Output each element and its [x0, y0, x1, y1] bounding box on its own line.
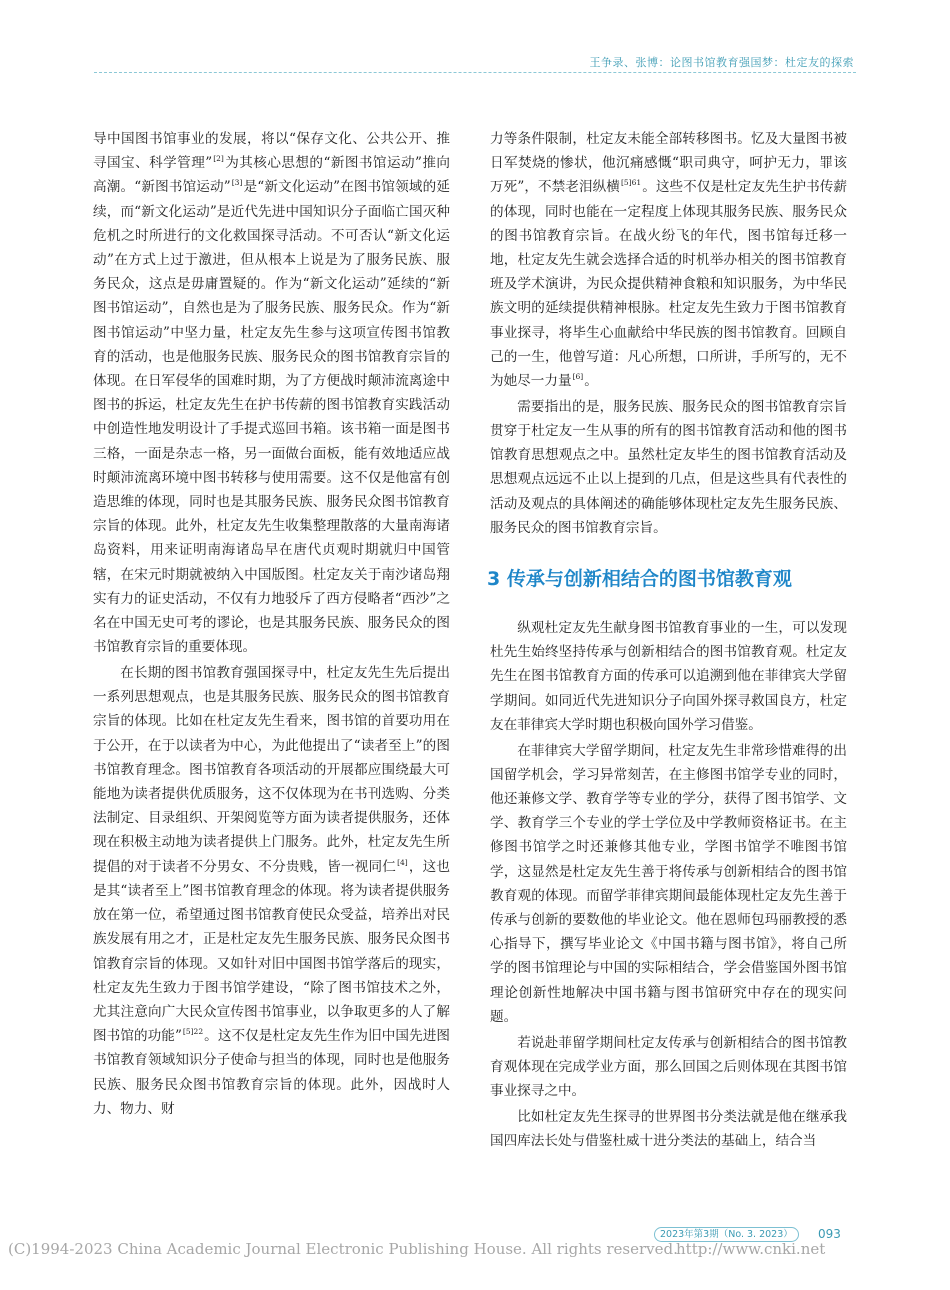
watermark-url: http://www.cnki.net — [676, 1240, 826, 1258]
body-paragraph: 比如杜定友先生探寻的世界图书分类法就是他在继承我国四库法长处与借鉴杜威十进分类法的基础上，结合当 — [490, 1108, 847, 1150]
body-paragraph: 需要指出的是，服务民族、服务民众的图书馆教育宗旨贯穿于杜定友一生从事的所有的图书馆教育活动和他的图书馆教育思想观点之中。虽然杜定友毕生的图书馆教育活动及思想观点远远不止以上提到的几点，但是这些具有代表性的活动及观点的具体阐述的确能够体现杜定友先生服务民族、服务民众的图书馆教育宗旨。 — [490, 398, 847, 536]
text-run: 是“新文化运动”在图书馆领域的延续，而“新文化运动”是近代先进中国知识分子面临亡国灭种危机之时所进行的文化救国探寻活动。不可否认“新文化运动”在方式上过于激进，但从根本上说是为了服务民族、服务民众，这点是毋庸置疑的。作为“新文化运动”延续的“新图书馆运动”，自然也是为了服务民族、服务民众。作为“新图书馆运动”中坚力量，杜定友先生参与这项宣传图书馆教育的活动，也是他服务民族、服务民众的图书馆教育宗旨的体现。在日军侵华的国难时期，为了方便战时颠沛流离途中图书的拆运，杜定友先生在护书传薪的图书馆教育实践活动中创造性地发明设计了手提式巡回书箱。该书箱一面是图书三格，一面是杂志一格，另一面做台面板，能有效地适应战时颠沛流离环境中图书转移与使用需要。这不仅是他富有创造思维的体现，同时也是其服务民族、服务民众图书馆教育宗旨的体现。此外，杜定友先生收集整理散落的大量南海诸岛资料，用来证明南海诸岛早在唐代贞观时期就归中国管辖，在宋元时期就被纳入中国版图。杜定友关于南沙诸岛翔实有力的证史活动，不仅有力地驳斥了西方侵略者“西沙”之名在中国无史可考的谬论，也是其服务民族、服务民众的图书馆教育宗旨的重要体现。 — [93, 179, 450, 656]
text-run: ，这也是其“读者至上”图书馆教育理念的体现。将为读者提供服务放在第一位，希望通过图书馆教育使民众受益，培养出对民族发展有用之才，正是杜定友先生服务民族、服务民众图书馆教育宗旨的体现。又如针对旧中国图书馆学落后的现实，杜定友先生致力于图书馆学建设，“除了图书馆技术之外，尤其注意向广大民众宣传图书馆事业，以争取更多的人了解图书馆的功能” — [93, 858, 451, 1045]
citation-ref: [2] — [213, 154, 224, 164]
running-header: 王争录、张博：论图书馆教育强国梦：杜定友的探索 — [589, 56, 854, 69]
body-paragraph: 若说赴菲留学期间杜定友传承与创新相结合的图书馆教育观体现在完成学业方面，那么回国之后则体现在其图书馆事业探寻之中。 — [490, 1034, 847, 1100]
citation-ref: [3] — [231, 178, 243, 188]
citation-ref: [5]22 — [182, 1027, 204, 1037]
left-column — [93, 127, 450, 1123]
right-column — [487, 127, 848, 1155]
page-number: 093 — [818, 1227, 841, 1241]
citation-ref: [6] — [572, 372, 584, 382]
body-paragraph: 在菲律宾大学留学期间，杜定友先生非常珍惜难得的出国留学机会，学习异常刻苦，在主修图书馆学专业的同时，他还兼修文学、教育学等专业的学分，获得了图书馆学、文学、教育学三个专业的学士学位及中学教师资格证书。在主修图书馆学之时还兼修其他专业，学图书馆学不唯图书馆学，这显然是杜定友先生善于将传承与创新相结合的图书馆教育观的体现。而留学菲律宾期间最能体现杜定友先生善于传承与创新的要数他的毕业论文。他在恩师包玛丽教授的悉心指导下，撰写毕业论文《中国书籍与图书馆》，将自己所学的图书馆理论与中国的实际相结合，学会借鉴国外图书馆理论创新性地解决中国书籍与图书馆研究中存在的现实问题。 — [490, 742, 847, 1025]
text-run: 。 — [584, 373, 598, 390]
text-run: 。这不仅是杜定友先生作为旧中国先进图书馆教育领域知识分子使命与担当的体现，同时也是他服务民族、服务民众图书馆教育宗旨的体现。此外，因战时人力、物力、财 — [93, 1028, 450, 1117]
body-paragraph — [93, 661, 450, 1121]
copyright-watermark: (C)1994-2023 China Academic Journal Electronic Publishing House. All rights reserved. — [8, 1240, 678, 1258]
text-run: 力等条件限制，杜定友未能全部转移图书。忆及大量图书被日军焚烧的惨状，他沉痛感慨“职司典守，呵护无力，罪该万死”，不禁老泪纵横 — [490, 131, 847, 196]
text-run: 为其核心思想的“新图书馆运动”推向高潮。“新图书馆运动” — [93, 155, 451, 196]
body-paragraph — [490, 127, 847, 393]
citation-ref: [4] — [397, 857, 408, 867]
header-divider — [94, 72, 856, 73]
issue-badge: 2023年第3期（No. 3. 2023） — [654, 1227, 799, 1242]
text-run: 导中国图书馆事业的发展，将以“保存文化、公共公开、推寻国宝、科学管理” — [93, 131, 450, 172]
text-run: 。这些不仅是杜定友先生护书传薪的体现，同时也能在一定程度上体现其服务民族、服务民众的图书馆教育宗旨。在战火纷飞的年代，图书馆每迁移一地，杜定友先生就会选择合适的时机举办相关的图书馆教育班及学术演讲，为民众提供精神食粮和知识服务，为中华民族文明的延续提供精神根脉。杜定友先生致力于图书馆教育事业探寻，将毕生心血献给中华民族的图书馆教育。回顾自己的一生，他曾写道：凡心所想，口所讲，手所写的，无不为她尽一力量 — [490, 179, 848, 390]
section-heading: 3 传承与创新相结合的图书馆教育观 — [487, 568, 792, 591]
text-run: 在长期的图书馆教育强国探寻中，杜定友先生先后提出一系列思想观点，也是其服务民族、服务民众的图书馆教育宗旨的体现。比如在杜定友先生看来，图书馆的首要功用在于公开，在于以读者为中心，为此他提出了“读者至上”的图书馆教育理念。图书馆教育各项活动的开展都应围绕最大可能地为读者提供优质服务，这不仅体现为在书刊选购、分类法制定、目录组织、开架阅览等方面为读者提供服务，还体现在积极主动地为读者提供上门服务。此外，杜定友先生所提倡的对于读者不分男女、不分贵贱，皆一视同仁 — [93, 665, 450, 875]
body-paragraph: 纵观杜定友先生献身图书馆教育事业的一生，可以发现杜先生始终坚持传承与创新相结合的图书馆教育观。杜定友先生在图书馆教育方面的传承可以追溯到他在菲律宾大学留学期间。如同近代先进知识分子向国外探寻救国良方，杜定友在菲律宾大学时期也积极向国外学习借鉴。 — [490, 620, 847, 733]
citation-ref: [5]61 — [620, 178, 642, 188]
body-paragraph — [93, 127, 450, 659]
